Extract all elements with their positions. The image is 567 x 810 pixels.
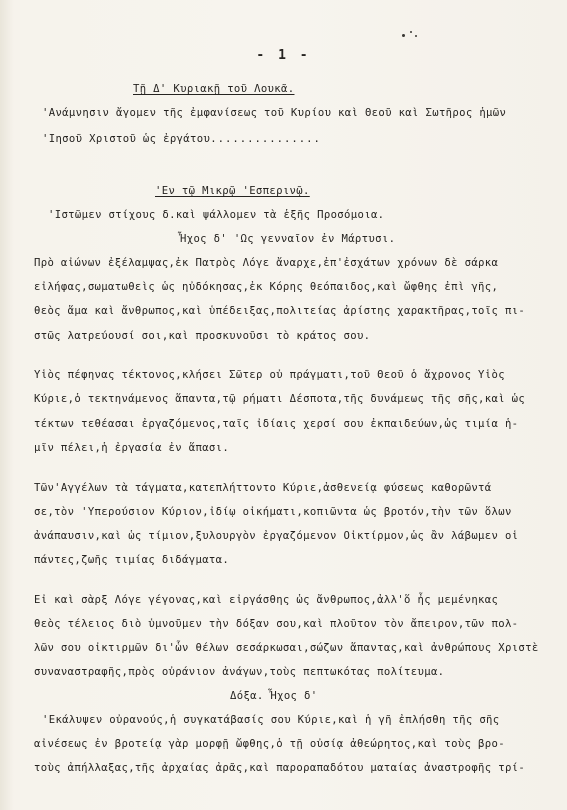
intro-line-2 bbox=[42, 132, 321, 146]
stanza-2-line-4: μῖν πέλει,ἡ ἐργασία ἐν ἅπασι. bbox=[34, 442, 230, 454]
intro-dots: ............... bbox=[210, 133, 321, 145]
stanza-2-line-3: τέκτων τεθέασαι ἐργαζόμενος,ταῖς ἰδίαις χερσί σου ἐκπαιδεύων,ὡς τιμία ἡ- bbox=[34, 418, 519, 430]
stanza-4-line-1: Εἰ καὶ σὰρξ Λόγε γέγονας,καὶ εἰργάσθης ὡς ἄνθρωπος,ἀλλ'ὅ ἦς μεμένηκας bbox=[34, 594, 499, 606]
intro-text: 'Ιησοῦ Χριστοῦ ὡς ἐργάτου bbox=[42, 133, 211, 145]
final-stanza-line-3: τοὺς ἀπήλλαξας,τῆς ἀρχαίας ἀρᾶς,καὶ παροραπαδότου ματαίας ἀναστροφῆς τρί- bbox=[34, 762, 526, 774]
ink-speck bbox=[415, 35, 417, 37]
stanza-3-line-2: σε,τὸν 'Υπερούσιον Κύριον,ἰδίῳ οἰκήματι,κοπιῶντα ὡς βροτόν,τὴν τῶν ὅλων bbox=[34, 506, 512, 518]
stanza-1-line-4: στῶς λατρεύουσί σοι,καὶ προσκυνοῦσι τὸ κράτος σου. bbox=[34, 330, 371, 342]
ink-speck bbox=[410, 31, 412, 33]
vespers-title: 'Εν τῷ Μικρῷ 'Εσπερινῷ. bbox=[155, 185, 310, 197]
final-stanza-line-1: 'Εκάλυψεν οὐρανούς,ἡ συγκατάβασίς σου Κύριε,καὶ ἡ γῆ ἐπλήσθη τῆς σῆς bbox=[42, 714, 500, 726]
stanza-1-line-2: εἰλήφας,σωματωθεὶς ὡς ηὐδόκησας,ἐκ Κόρης θεόπαιδος,καὶ ὤφθης ἐπὶ γῆς, bbox=[34, 281, 499, 293]
intro-line-1: 'Ανάμνησιν ἄγομεν τῆς ἐμφανίσεως τοῦ Κυρίου καὶ Θεοῦ καὶ Σωτῆρος ἡμῶν bbox=[42, 107, 507, 119]
vespers-tone: Ἦχος δ' 'Ως γενναῖον ἐν Μάρτυσι. bbox=[180, 233, 396, 245]
doxa-rubric: Δόξα. Ἦχος δ' bbox=[230, 690, 318, 702]
stanza-2-line-1: Υἱὸς πέφηνας τέκτονος,κλήσει Σῶτερ οὐ πράγματι,τοῦ Θεοῦ ὁ ἄχρονος Υἱὸς bbox=[34, 369, 505, 381]
stanza-1-line-3: θεὸς ἅμα καὶ ἄνθρωπος,καὶ ὑπέδειξας,πολιτείας ἀρίστης χαρακτῆρας,τοῖς πι- bbox=[34, 305, 526, 317]
stanza-4-line-2: θεὸς τέλειος διὸ ὑμνοῦμεν τὴν δόξαν σου,καὶ πλοῦτον τὸν ἄπειρον,τῶν πολ- bbox=[34, 618, 519, 630]
stanza-4-line-4: συναναστραφῆς,πρὸς οὐράνιον ἀνάγων,τοὺς πεπτωκότας πολίτευμα. bbox=[34, 666, 445, 678]
page-number: - 1 - bbox=[256, 48, 311, 63]
document-title: Τῇ Δ' Κυριακῇ τοῦ Λουκᾶ. bbox=[133, 83, 295, 95]
stanza-3-line-4: πάντες,ζωῆς τιμίας διδάγματα. bbox=[34, 554, 230, 566]
stanza-3-line-1: Τῶν'Αγγέλων τὰ τάγματα,κατεπλήττοντο Κύριε,ἀσθενείᾳ φύσεως καθορῶντά bbox=[34, 482, 492, 494]
ink-speck bbox=[402, 34, 405, 37]
vespers-rubric: 'Ιστῶμεν στίχους δ.καὶ ψάλλομεν τὰ ἑξῆς Προσόμοια. bbox=[48, 209, 385, 221]
stanza-1-line-1: Πρὸ αἰώνων ἐξέλαμψας,ἐκ Πατρὸς Λόγε ἄναρχε,ἐπ'ἐσχάτων χρόνων δὲ σάρκα bbox=[34, 257, 499, 269]
stanza-4-line-3: λῶν σου οἰκτιρμῶν δι'ὧν θέλων σεσάρκωσαι,σώζων ἅπαντας,καὶ ἀνθρώπους Χριστὲ bbox=[34, 642, 539, 654]
stanza-3-line-3: ἀνάπαυσιν,καὶ ὡς τίμιον,ξυλουργὸν ἐργαζόμενον Οἰκτίρμον,ὡς ἂν λάβωμεν οἱ bbox=[34, 530, 519, 542]
stanza-2-line-2: Κύριε,ὁ τεκτηνάμενος ἅπαντα,τῷ ρήματι Δέσποτα,τῆς δυνάμεως τῆς σῆς,καὶ ὡς bbox=[34, 393, 526, 405]
final-stanza-line-2: αἰνέσεως ἐν βροτείᾳ γὰρ μορφῇ ὤφθης,ὁ τῇ οὐσίᾳ ἀθεώρητος,καὶ τοὺς βρο- bbox=[34, 738, 505, 750]
